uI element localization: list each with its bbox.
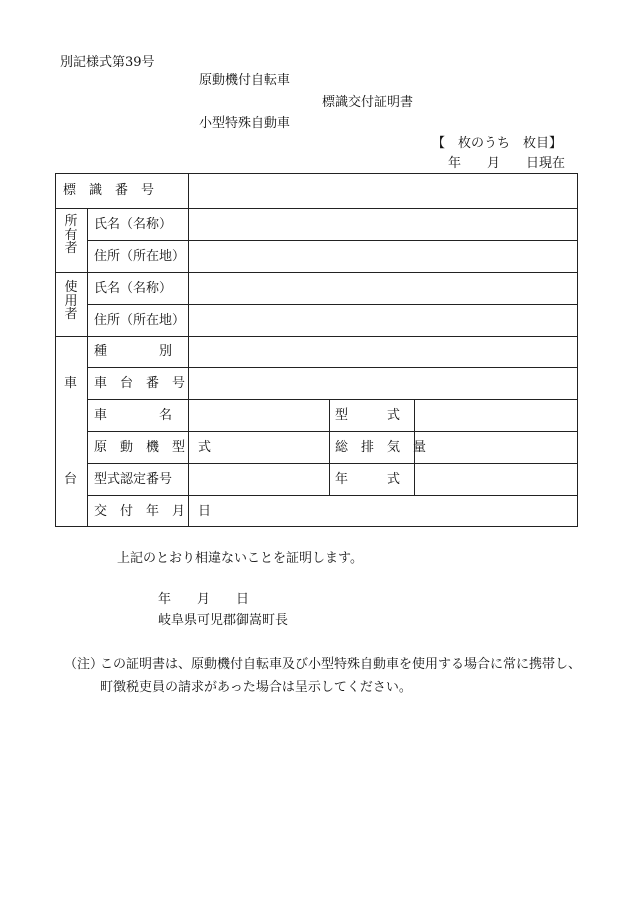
engine-model-label: 原 動 機 型 式: [94, 440, 212, 455]
title-line-special-vehicle: 小型特殊自動車: [199, 116, 291, 131]
owner-address-label: 住所（所在地）: [94, 249, 186, 264]
column-divider: [188, 173, 189, 527]
date-now: 年 月 日現在: [448, 156, 566, 171]
row-divider: [55, 208, 578, 209]
plate-number-label: 標 識 番 号: [63, 183, 155, 198]
vehicle-group-label-bottom: 台: [64, 472, 78, 487]
user-address-label: 住所（所在地）: [94, 313, 186, 328]
displacement-label: 総 排 気 量: [335, 440, 427, 455]
note-label: （注）: [64, 657, 104, 672]
row-divider: [55, 272, 578, 273]
row-divider: [87, 463, 578, 464]
column-divider: [329, 399, 330, 495]
user-name-label: 氏名（名称）: [94, 281, 173, 296]
document-title: 標識交付証明書: [322, 95, 414, 110]
row-divider: [55, 336, 578, 337]
row-divider: [87, 240, 578, 241]
row-divider: [87, 399, 578, 400]
user-group-label: 使用者: [64, 280, 78, 323]
row-divider: [87, 304, 578, 305]
model-label: 型 式: [335, 408, 401, 423]
chassis-number-label: 車 台 番 号: [94, 376, 186, 391]
issue-date-label: 交 付 年 月 日: [94, 504, 212, 519]
vehicle-name-label: 車 名: [94, 408, 173, 423]
row-divider: [87, 495, 578, 496]
certification-statement: 上記のとおり相違ないことを証明します。: [117, 551, 363, 566]
vehicle-group-label-top: 車: [64, 376, 78, 391]
type-approval-number-label: 型式認定番号: [94, 472, 173, 487]
row-divider: [87, 431, 578, 432]
owner-group-label: 所有者: [64, 214, 78, 257]
form-number: 別記様式第39号: [60, 55, 155, 70]
title-line-moped: 原動機付自転車: [199, 73, 291, 88]
certification-date: 年 月 日: [158, 592, 250, 607]
column-divider: [87, 208, 88, 527]
note-text: この証明書は、原動機付自転車及び小型特殊自動車を使用する場合に常に携帯し、町徴税吏員の請求があった場合は呈示してください。: [100, 657, 582, 695]
issuer: 岐阜県可児郡御嵩町長: [158, 613, 289, 628]
type-label: 種 別: [94, 344, 173, 359]
sheet-count: 【 枚のうち 枚目】: [432, 136, 563, 151]
year-model-label: 年 式: [335, 472, 401, 487]
row-divider: [87, 367, 578, 368]
owner-name-label: 氏名（名称）: [94, 217, 173, 232]
